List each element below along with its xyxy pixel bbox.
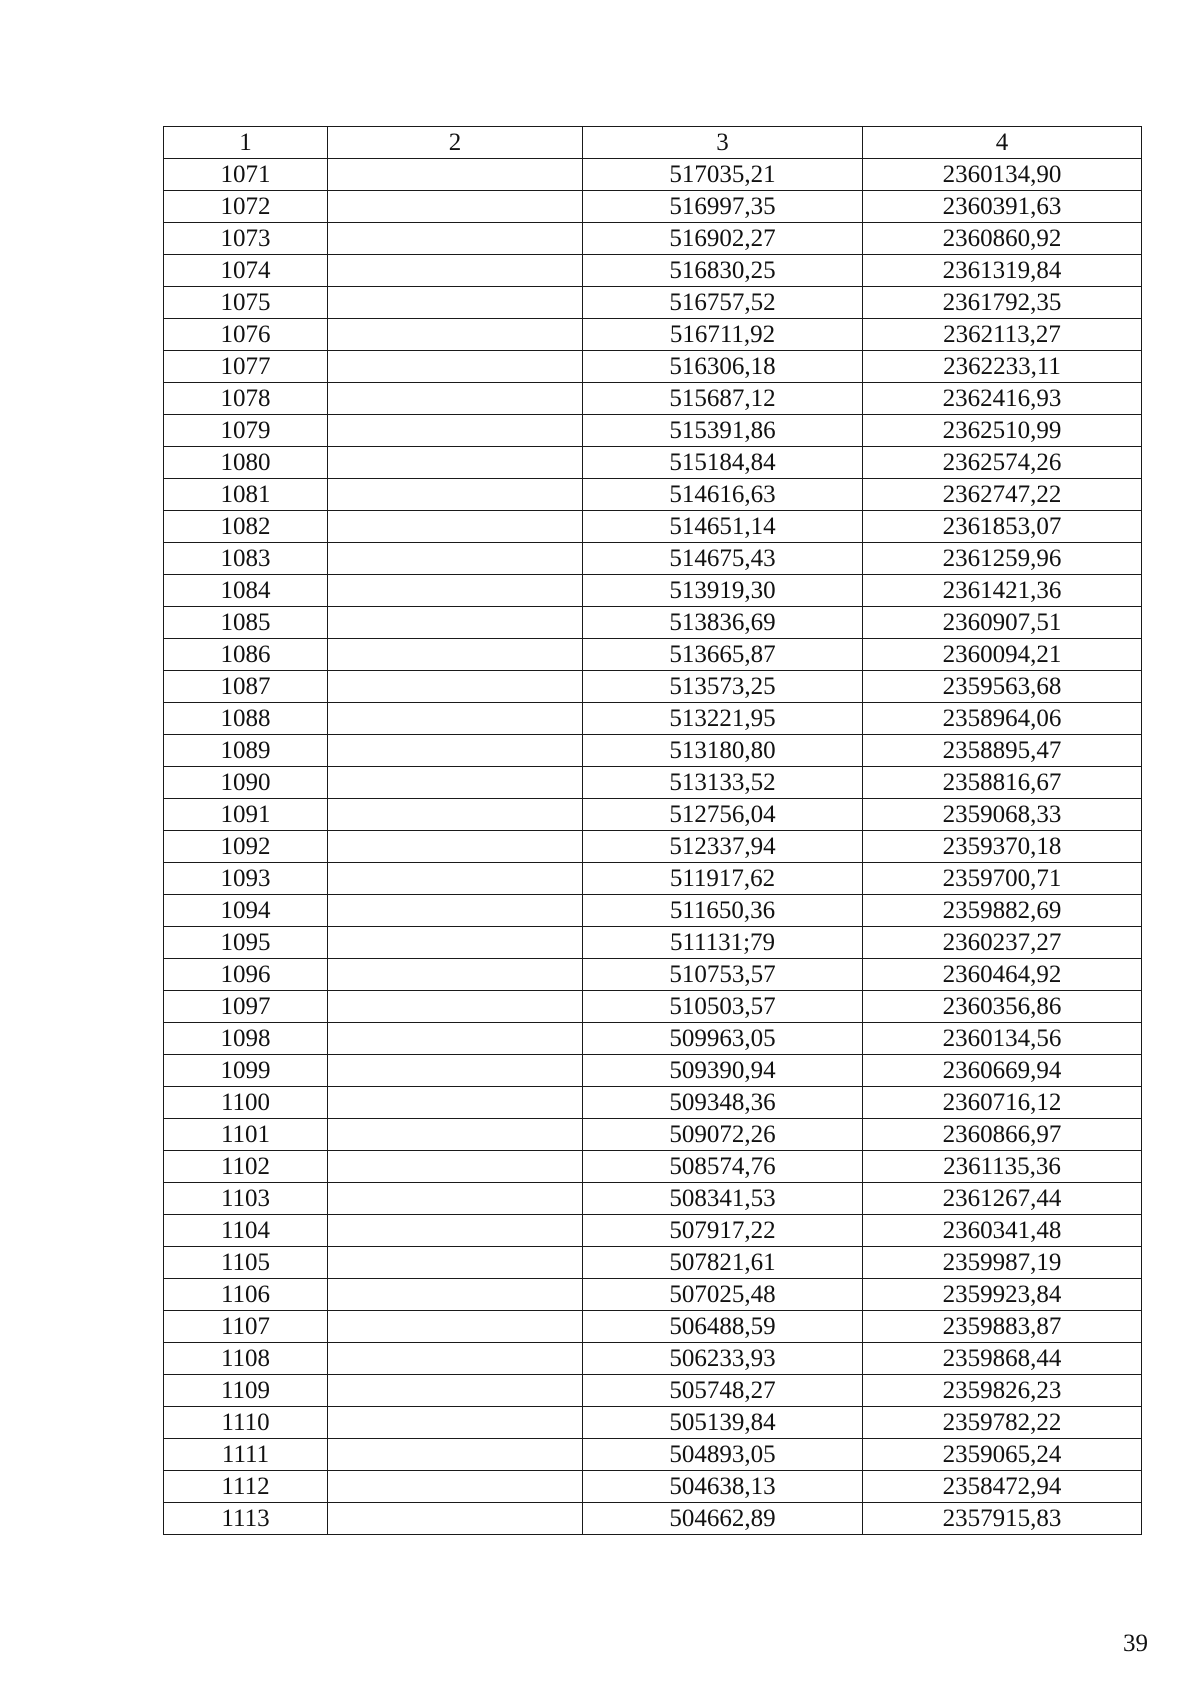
- table-row: [164, 1279, 1142, 1311]
- table-cell-col2: [328, 159, 583, 191]
- table-cell-col2: [328, 1151, 583, 1183]
- table-cell-col4: 2358895,47: [863, 735, 1142, 767]
- table-cell-col3: 516757,52: [583, 287, 863, 319]
- table-cell-col2: [328, 319, 583, 351]
- table-cell-col2: [328, 351, 583, 383]
- table-cell-col4: 2359068,33: [863, 799, 1142, 831]
- table-row: [164, 575, 1142, 607]
- table-cell-col1: 1091: [164, 799, 328, 831]
- table-cell-col4: 2360094,21: [863, 639, 1142, 671]
- table-cell-col4: 2360356,86: [863, 991, 1142, 1023]
- table-cell-col3: 505748,27: [583, 1375, 863, 1407]
- table-cell-col4: 2360860,92: [863, 223, 1142, 255]
- header-cell-col3: 3: [583, 127, 863, 159]
- table-cell-col1: 1072: [164, 191, 328, 223]
- table-cell-col4: 2359883,87: [863, 1311, 1142, 1343]
- table-row: [164, 927, 1142, 959]
- table-cell-col3: 514675,43: [583, 543, 863, 575]
- table-cell-col1: 1077: [164, 351, 328, 383]
- table-cell-col4: 2359065,24: [863, 1439, 1142, 1471]
- table-cell-col3: 504638,13: [583, 1471, 863, 1503]
- table-cell-col3: 504662,89: [583, 1503, 863, 1535]
- table-cell-col1: 1100: [164, 1087, 328, 1119]
- table-cell-col4: 2362574,26: [863, 447, 1142, 479]
- table-cell-col2: [328, 223, 583, 255]
- table-row: [164, 1503, 1142, 1535]
- table-cell-col1: 1087: [164, 671, 328, 703]
- table-cell-col3: 509072,26: [583, 1119, 863, 1151]
- table-cell-col4: 2362510,99: [863, 415, 1142, 447]
- table-cell-col2: [328, 415, 583, 447]
- table-cell-col4: 2360907,51: [863, 607, 1142, 639]
- table-cell-col1: 1103: [164, 1183, 328, 1215]
- table-cell-col1: 1085: [164, 607, 328, 639]
- table-cell-col1: 1099: [164, 1055, 328, 1087]
- table-row: [164, 1215, 1142, 1247]
- table-row: [164, 703, 1142, 735]
- table-cell-col4: 2358472,94: [863, 1471, 1142, 1503]
- table-cell-col3: 514616,63: [583, 479, 863, 511]
- table-cell-col2: [328, 1183, 583, 1215]
- table-cell-col3: 516306,18: [583, 351, 863, 383]
- table-row: [164, 351, 1142, 383]
- table-cell-col2: [328, 1247, 583, 1279]
- table-row: [164, 767, 1142, 799]
- table-cell-col4: 2360716,12: [863, 1087, 1142, 1119]
- table-cell-col2: [328, 959, 583, 991]
- table-cell-col1: 1084: [164, 575, 328, 607]
- table-cell-col4: 2358964,06: [863, 703, 1142, 735]
- table-cell-col3: 512756,04: [583, 799, 863, 831]
- table-cell-col1: 1075: [164, 287, 328, 319]
- table-cell-col3: 507821,61: [583, 1247, 863, 1279]
- table-cell-col3: 505139,84: [583, 1407, 863, 1439]
- table-cell-col1: 1090: [164, 767, 328, 799]
- table-cell-col3: 506233,93: [583, 1343, 863, 1375]
- table-cell-col4: 2360134,90: [863, 159, 1142, 191]
- table-cell-col4: 2359826,23: [863, 1375, 1142, 1407]
- table-cell-col4: 2360134,56: [863, 1023, 1142, 1055]
- table-row: [164, 671, 1142, 703]
- table-cell-col3: 509390,94: [583, 1055, 863, 1087]
- table-cell-col3: 511131;79: [583, 927, 863, 959]
- table-cell-col2: [328, 255, 583, 287]
- table-header-row: [164, 127, 1142, 159]
- table-row: [164, 1087, 1142, 1119]
- table-cell-col1: 1073: [164, 223, 328, 255]
- table-cell-col4: 2360866,97: [863, 1119, 1142, 1151]
- table-cell-col1: 1086: [164, 639, 328, 671]
- table-cell-col2: [328, 479, 583, 511]
- table-cell-col2: [328, 1087, 583, 1119]
- table-row: [164, 191, 1142, 223]
- table-cell-col2: [328, 1311, 583, 1343]
- table-row: [164, 1471, 1142, 1503]
- table-cell-col4: 2359923,84: [863, 1279, 1142, 1311]
- table-row: [164, 447, 1142, 479]
- table-cell-col3: 517035,21: [583, 159, 863, 191]
- table-cell-col1: 1089: [164, 735, 328, 767]
- table-cell-col1: 1113: [164, 1503, 328, 1535]
- table-cell-col3: 506488,59: [583, 1311, 863, 1343]
- table-cell-col4: 2361135,36: [863, 1151, 1142, 1183]
- table-cell-col4: 2360391,63: [863, 191, 1142, 223]
- table-cell-col4: 2359868,44: [863, 1343, 1142, 1375]
- table-row: [164, 1247, 1142, 1279]
- table-cell-col4: 2360464,92: [863, 959, 1142, 991]
- table-row: [164, 735, 1142, 767]
- table-cell-col3: 516711,92: [583, 319, 863, 351]
- table-cell-col1: 1108: [164, 1343, 328, 1375]
- table-cell-col3: 513665,87: [583, 639, 863, 671]
- table-cell-col2: [328, 831, 583, 863]
- table-cell-col3: 514651,14: [583, 511, 863, 543]
- table-cell-col3: 504893,05: [583, 1439, 863, 1471]
- table-cell-col1: 1102: [164, 1151, 328, 1183]
- table-cell-col2: [328, 1407, 583, 1439]
- table-cell-col4: 2361267,44: [863, 1183, 1142, 1215]
- table-row: [164, 1055, 1142, 1087]
- table-cell-col1: 1080: [164, 447, 328, 479]
- table-row: [164, 1439, 1142, 1471]
- table-cell-col1: 1094: [164, 895, 328, 927]
- table-row: [164, 1119, 1142, 1151]
- table-cell-col3: 515391,86: [583, 415, 863, 447]
- table-cell-col3: 513573,25: [583, 671, 863, 703]
- table-cell-col3: 513221,95: [583, 703, 863, 735]
- table-cell-col4: 2359700,71: [863, 863, 1142, 895]
- table-cell-col3: 508341,53: [583, 1183, 863, 1215]
- table-cell-col2: [328, 1023, 583, 1055]
- table-cell-col1: 1098: [164, 1023, 328, 1055]
- table-cell-col4: 2359987,19: [863, 1247, 1142, 1279]
- table-cell-col4: 2361259,96: [863, 543, 1142, 575]
- table-cell-col1: 1107: [164, 1311, 328, 1343]
- table-cell-col2: [328, 1279, 583, 1311]
- table-cell-col2: [328, 1215, 583, 1247]
- table-cell-col1: 1093: [164, 863, 328, 895]
- table-row: [164, 1343, 1142, 1375]
- table-cell-col4: 2361421,36: [863, 575, 1142, 607]
- table-row: [164, 799, 1142, 831]
- table-cell-col3: 513919,30: [583, 575, 863, 607]
- table-row: [164, 543, 1142, 575]
- table-cell-col4: 2360669,94: [863, 1055, 1142, 1087]
- table-cell-col2: [328, 1439, 583, 1471]
- table-body: [164, 127, 1142, 1535]
- table-cell-col3: 510503,57: [583, 991, 863, 1023]
- table-row: [164, 159, 1142, 191]
- table-cell-col4: 2361319,84: [863, 255, 1142, 287]
- table-cell-col1: 1104: [164, 1215, 328, 1247]
- table-row: [164, 895, 1142, 927]
- table-cell-col4: 2360341,48: [863, 1215, 1142, 1247]
- table-cell-col3: 513133,52: [583, 767, 863, 799]
- table-cell-col3: 516830,25: [583, 255, 863, 287]
- table-cell-col4: 2362416,93: [863, 383, 1142, 415]
- table-row: [164, 287, 1142, 319]
- table-cell-col3: 509348,36: [583, 1087, 863, 1119]
- table-cell-col2: [328, 767, 583, 799]
- table-cell-col1: 1079: [164, 415, 328, 447]
- table-cell-col2: [328, 543, 583, 575]
- table-cell-col2: [328, 671, 583, 703]
- table-row: [164, 479, 1142, 511]
- table-cell-col1: 1105: [164, 1247, 328, 1279]
- table-cell-col1: 1071: [164, 159, 328, 191]
- table-cell-col3: 510753,57: [583, 959, 863, 991]
- table-cell-col3: 507917,22: [583, 1215, 863, 1247]
- table-cell-col3: 513836,69: [583, 607, 863, 639]
- table-cell-col1: 1109: [164, 1375, 328, 1407]
- table-cell-col1: 1092: [164, 831, 328, 863]
- table-cell-col1: 1081: [164, 479, 328, 511]
- table-row: [164, 959, 1142, 991]
- table-cell-col1: 1106: [164, 1279, 328, 1311]
- table-cell-col3: 508574,76: [583, 1151, 863, 1183]
- table-row: [164, 991, 1142, 1023]
- table-cell-col3: 516997,35: [583, 191, 863, 223]
- table-cell-col4: 2359882,69: [863, 895, 1142, 927]
- table-cell-col4: 2358816,67: [863, 767, 1142, 799]
- table-cell-col1: 1097: [164, 991, 328, 1023]
- table-cell-col1: 1101: [164, 1119, 328, 1151]
- table-cell-col3: 515184,84: [583, 447, 863, 479]
- table-row: [164, 319, 1142, 351]
- table-cell-col2: [328, 607, 583, 639]
- table-cell-col2: [328, 575, 583, 607]
- table-row: [164, 223, 1142, 255]
- table-cell-col2: [328, 1119, 583, 1151]
- header-cell-col2: 2: [328, 127, 583, 159]
- table-row: [164, 383, 1142, 415]
- table-row: [164, 607, 1142, 639]
- table-row: [164, 1407, 1142, 1439]
- table-cell-col4: 2361792,35: [863, 287, 1142, 319]
- table-cell-col4: 2361853,07: [863, 511, 1142, 543]
- table-cell-col1: 1110: [164, 1407, 328, 1439]
- table-row: [164, 1375, 1142, 1407]
- table-row: [164, 1023, 1142, 1055]
- table-cell-col2: [328, 991, 583, 1023]
- table-cell-col4: 2359563,68: [863, 671, 1142, 703]
- table-cell-col1: 1083: [164, 543, 328, 575]
- table-row: [164, 863, 1142, 895]
- table-row: [164, 1183, 1142, 1215]
- table-cell-col2: [328, 191, 583, 223]
- table-cell-col4: 2360237,27: [863, 927, 1142, 959]
- page-number: 39: [1123, 1630, 1148, 1657]
- header-cell-col1: 1: [164, 127, 328, 159]
- table-row: [164, 511, 1142, 543]
- table-row: [164, 831, 1142, 863]
- table-cell-col1: 1112: [164, 1471, 328, 1503]
- table-cell-col1: 1078: [164, 383, 328, 415]
- table-cell-col2: [328, 703, 583, 735]
- table-cell-col2: [328, 863, 583, 895]
- table-row: [164, 415, 1142, 447]
- table-cell-col1: 1082: [164, 511, 328, 543]
- table-cell-col2: [328, 639, 583, 671]
- table-row: [164, 639, 1142, 671]
- table-cell-col2: [328, 287, 583, 319]
- table-cell-col3: 507025,48: [583, 1279, 863, 1311]
- table-cell-col1: 1111: [164, 1439, 328, 1471]
- table-cell-col2: [328, 511, 583, 543]
- table-cell-col1: 1074: [164, 255, 328, 287]
- table-cell-col2: [328, 1375, 583, 1407]
- table-cell-col3: 516902,27: [583, 223, 863, 255]
- table-cell-col4: 2362113,27: [863, 319, 1142, 351]
- coordinates-table: [163, 126, 1142, 1535]
- table-cell-col1: 1096: [164, 959, 328, 991]
- table-cell-col2: [328, 1343, 583, 1375]
- table-cell-col2: [328, 927, 583, 959]
- header-cell-col4: 4: [863, 127, 1142, 159]
- table-cell-col4: 2357915,83: [863, 1503, 1142, 1535]
- table-cell-col3: 515687,12: [583, 383, 863, 415]
- table-cell-col4: 2359782,22: [863, 1407, 1142, 1439]
- table-cell-col2: [328, 1055, 583, 1087]
- table-cell-col4: 2362747,22: [863, 479, 1142, 511]
- table-cell-col2: [328, 735, 583, 767]
- table-row: [164, 255, 1142, 287]
- table-cell-col1: 1076: [164, 319, 328, 351]
- table-row: [164, 1311, 1142, 1343]
- table-row: [164, 1151, 1142, 1183]
- table-cell-col2: [328, 895, 583, 927]
- table-cell-col3: 511650,36: [583, 895, 863, 927]
- table-cell-col3: 511917,62: [583, 863, 863, 895]
- table-cell-col1: 1095: [164, 927, 328, 959]
- table-cell-col3: 513180,80: [583, 735, 863, 767]
- table-cell-col4: 2359370,18: [863, 831, 1142, 863]
- table-cell-col3: 512337,94: [583, 831, 863, 863]
- table-cell-col3: 509963,05: [583, 1023, 863, 1055]
- table-cell-col2: [328, 447, 583, 479]
- table-cell-col2: [328, 1503, 583, 1535]
- table-cell-col2: [328, 1471, 583, 1503]
- table-cell-col2: [328, 383, 583, 415]
- table-cell-col1: 1088: [164, 703, 328, 735]
- table-cell-col4: 2362233,11: [863, 351, 1142, 383]
- table-cell-col2: [328, 799, 583, 831]
